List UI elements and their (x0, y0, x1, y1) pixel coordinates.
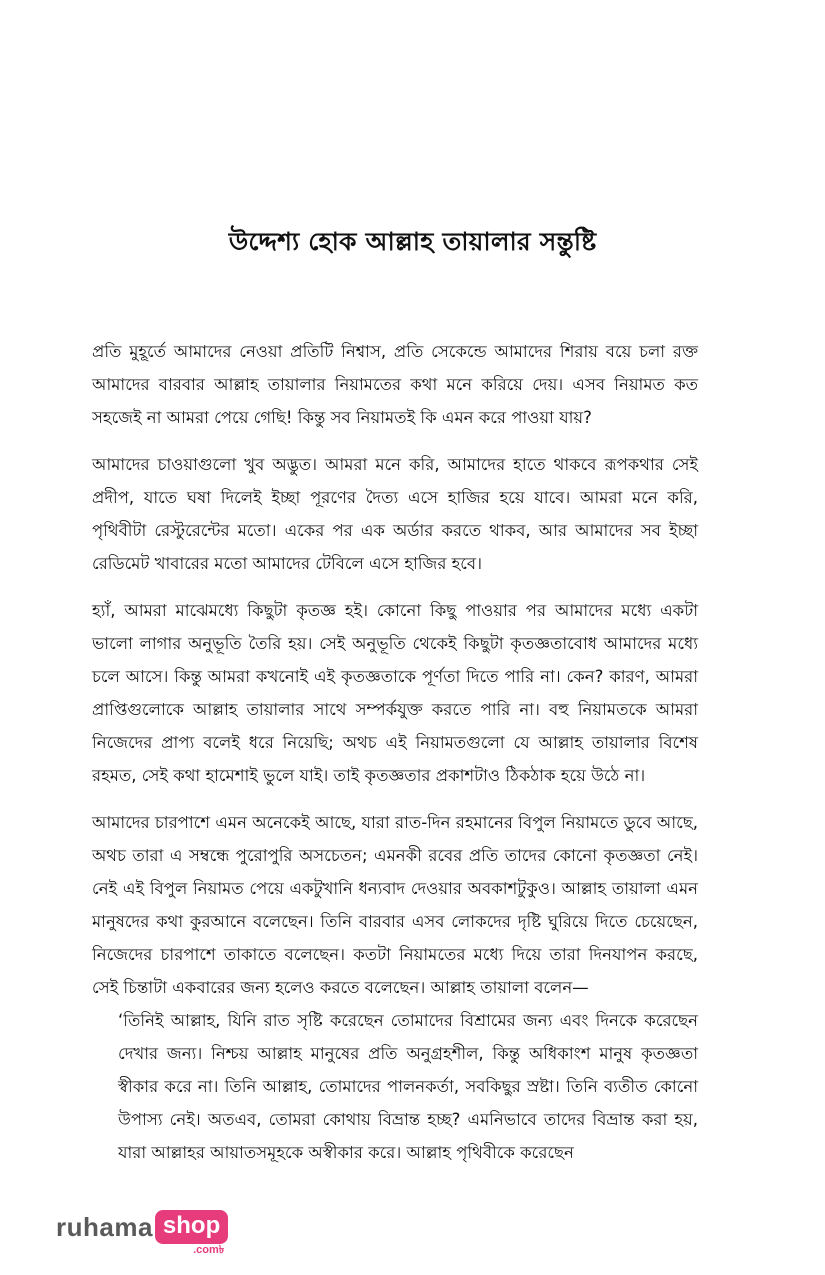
logo-domain: .com৳ (193, 1244, 225, 1256)
chapter-title: উদ্দেশ্য হোক আল্লাহ তায়ালার সন্তুষ্টি (228, 226, 597, 256)
body-text (92, 335, 698, 1169)
logo-wordmark: ruhama (56, 1212, 153, 1242)
paragraph-2: আমাদের চাওয়াগুলো খুব অদ্ভুত। আমরা মনে করি, আমাদের হাতে থাকবে রূপকথার সেই প্রদীপ, যাতে ঘষা দিলেই ইচ্ছা পূরণের দৈত্য এসে হাজির হয়ে যাবে। আমরা মনে করি, পৃথিবীটা রেস্টুরেন্টের মতো। একের পর এক অর্ডার করতে থাকব, আর আমাদের সব ইচ্ছা রেডিমেট খাবারের মতো আমাদের টেবিলে এসে হাজির হবে। (92, 455, 698, 573)
ruhama-shop-logo (56, 1210, 228, 1256)
paragraph-1: প্রতি মুহূর্তে আমাদের নেওয়া প্রতিটি নিশ্বাস, প্রতি সেকেন্ডে আমাদের শিরায় বয়ে চলা রক্ত আমাদের বারবার আল্লাহ তায়ালার নিয়ামতের কথা মনে করিয়ে দেয়। এসব নিয়ামত কত সহজেই না আমরা পেয়ে গেছি! কিন্তু সব নিয়ামতই কি এমন করে পাওয়া যায়? (92, 342, 698, 427)
logo-badge (155, 1210, 228, 1256)
quran-quote: ‘তিনিই আল্লাহ, যিনি রাত সৃষ্টি করেছেন তোমাদের বিশ্রামের জন্য এবং দিনকে করেছেন দেখার জন্য। নিশ্চয় আল্লাহ মানুষের প্রতি অনুগ্রহশীল, কিন্তু অধিকাংশ মানুষ কৃতজ্ঞতা স্বীকার করে না। তিনি আল্লাহ, তোমাদের পালনকর্তা, সবকিছুর স্রষ্টা। তিনি ব্যতীত কোনো উপাস্য নেই। অতএব, তোমরা কোথায় বিভ্রান্ত হচ্ছ? এমনিভাবে তাদের বিভ্রান্ত করা হয়, যারা আল্লাহর আয়াতসমূহকে অস্বীকার করে। আল্লাহ পৃথিবীকে করেছেন (118, 1011, 698, 1162)
paragraph-4: আমাদের চারপাশে এমন অনেকেই আছে, যারা রাত-দিন রহমানের বিপুল নিয়ামতে ডুবে আছে, অথচ তারা এ সম্বন্ধে পুরোপুরি অসচেতন; এমনকী রবের প্রতি তাদের কোনো কৃতজ্ঞতা নেই। নেই এই বিপুল নিয়ামত পেয়ে একটুখানি ধন্যবাদ দেওয়ার অবকাশটুকুও। আল্লাহ তায়ালা এমন মানুষদের কথা কুরআনে বলেছেন। তিনি বারবার এসব লোকদের দৃষ্টি ঘুরিয়ে দিতে চেয়েছেন, নিজেদের চারপাশে তাকাতে বলেছেন। কতটা নিয়ামতের মধ্যে দিয়ে তারা দিনযাপন করছে, সেই চিন্তাটা একবারের জন্য হলেও করতে বলেছেন। আল্লাহ তায়ালা বলেন— (92, 813, 698, 997)
logo-badge-text: shop (162, 1212, 221, 1239)
paragraph-3: হ্যাঁ, আমরা মাঝেমধ্যে কিছুটা কৃতজ্ঞ হই। কোনো কিছু পাওয়ার পর আমাদের মধ্যে একটা ভালো লাগার অনুভূতি তৈরি হয়। সেই অনুভূতি থেকেই কিছুটা কৃতজ্ঞতাবোধ আমাদের মধ্যে চলে আসে। কিন্তু আমরা কখনোই এই কৃতজ্ঞতাকে পূর্ণতা দিতে পারি না। কেন? কারণ, আমরা প্রাপ্তিগুলোকে আল্লাহ তায়ালার সাথে সম্পর্কযুক্ত করতে পারি না। বহু নিয়ামতকে আমরা নিজেদের প্রাপ্য বলেই ধরে নিয়েছি; অথচ এই নিয়ামতগুলো যে আল্লাহ তায়ালার বিশেষ রহমত, সেই কথা হামেশাই ভুলে যাই। তাই কৃতজ্ঞতার প্রকাশটাও ঠিকঠাক হয়ে উঠে না। (92, 601, 698, 785)
